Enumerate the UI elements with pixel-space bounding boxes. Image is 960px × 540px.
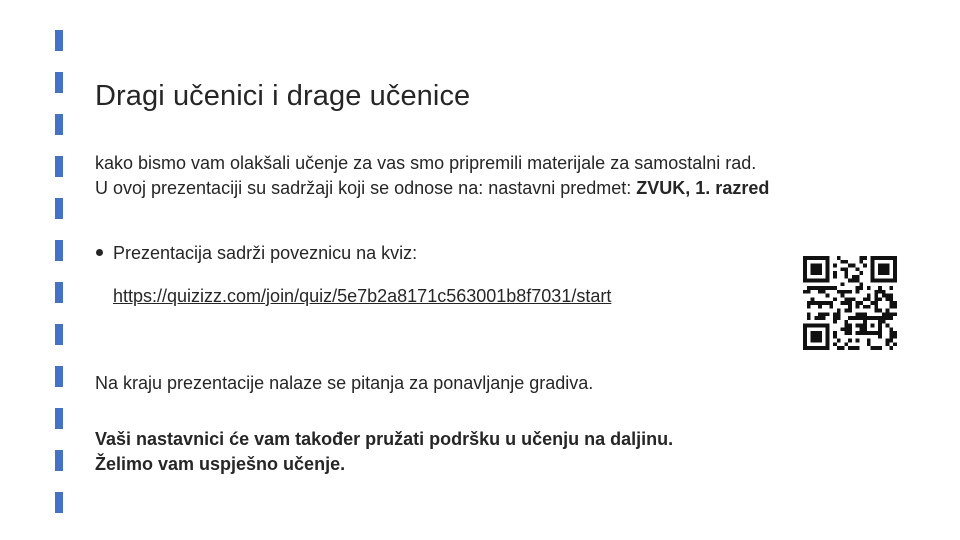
support-line-2: Želimo vam uspješno učenje. [95, 454, 346, 474]
intro-line-1: kako bismo vam olakšali učenje za vas smo pripremili materijale za samostalni rad. [95, 153, 757, 173]
support-line-1: Vaši nastavnici će vam također pružati podršku u učenju na daljinu. [95, 429, 674, 449]
accent-dash [55, 324, 63, 345]
intro-paragraph [95, 151, 769, 201]
accent-dash [55, 198, 63, 219]
quiz-link[interactable]: https://quizizz.com/join/quiz/5e7b2a8171c563001b8f7031/start [113, 286, 612, 306]
accent-dash [55, 492, 63, 513]
accent-dash [55, 408, 63, 429]
accent-dash [55, 450, 63, 471]
closing-paragraph: Na kraju prezentacije nalaze se pitanja za ponavljanje gradiva. [95, 373, 594, 393]
qr-code-icon [803, 256, 897, 350]
accent-dash [55, 366, 63, 387]
accent-dash [55, 72, 63, 93]
quiz-bullet [96, 243, 417, 264]
intro-line-2-text: U ovoj prezentaciji su sadržaji koji se odnose na: nastavni predmet: [95, 178, 637, 198]
support-paragraph [95, 427, 673, 477]
accent-dash [55, 282, 63, 303]
slide-title: Dragi učenici i drage učenice [95, 80, 471, 112]
quiz-bullet-text: Prezentacija sadrži poveznicu na kviz: [113, 243, 418, 263]
accent-dash [55, 240, 63, 261]
left-accent-dashes [55, 30, 63, 520]
subject-grade: ZVUK, 1. razred [636, 178, 770, 198]
accent-dash [55, 114, 63, 135]
accent-dash [55, 156, 63, 177]
accent-dash [55, 30, 63, 51]
intro-line-2 [95, 176, 769, 201]
bullet-icon [96, 249, 103, 256]
